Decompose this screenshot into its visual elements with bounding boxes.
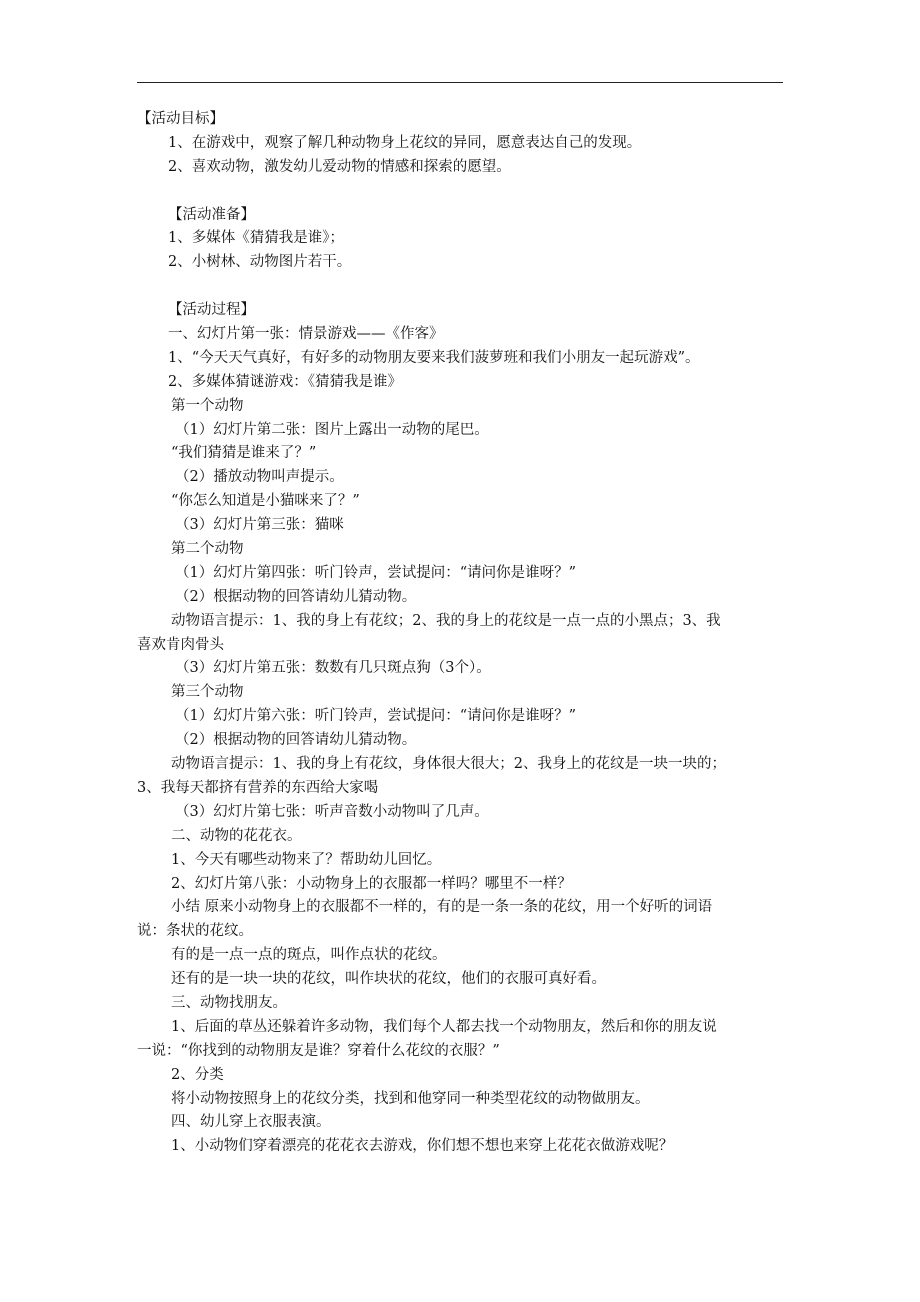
process-line: （1）幻灯片第四张：听门铃声，尝试提问：“请问你是谁呀？” (175, 564, 577, 581)
process-line: 二、动物的花花衣。 (171, 827, 302, 844)
process-line: 第一个动物 (171, 397, 244, 414)
process-line: （1）幻灯片第六张：听门铃声，尝试提问：“请问你是谁呀？” (175, 708, 577, 725)
process-line: 2、分类 (171, 1066, 224, 1083)
process-line: 动物语言提示：1、我的身上有花纹；2、我的身上的花纹是一点一点的小黑点；3、我 (171, 612, 721, 629)
process-line: 三、动物找朋友。 (171, 994, 287, 1011)
process-line: 将小动物按照身上的花纹分类，找到和他穿同一种类型花纹的动物做朋友。 (171, 1090, 650, 1107)
process-line: （1）幻灯片第二张：图片上露出一动物的尾巴。 (175, 421, 489, 438)
process-line: 1、小动物们穿着漂亮的花花衣去游戏，你们想不想也来穿上花花衣做游戏呢？ (171, 1138, 674, 1155)
document-body (137, 108, 797, 1159)
process-line: 一说：“你找到的动物朋友是谁？穿着什么花纹的衣服？” (137, 1042, 500, 1059)
spacer (137, 180, 797, 204)
section-heading-preparation: 【活动准备】 (168, 206, 255, 223)
process-line: 2、幻灯片第八张：小动物身上的衣服都一样吗？哪里不一样？ (171, 875, 572, 892)
process-line: 1、后面的草丛还躲着许多动物，我们每个人都去找一个动物朋友，然后和你的朋友说 (171, 1018, 717, 1035)
process-line: 1、今天有哪些动物来了？帮助幼儿回忆。 (171, 851, 442, 868)
process-line: 小结 原来小动物身上的衣服都不一样的，有的是一条一条的花纹，用一个好听的词语 (171, 899, 713, 916)
process-line: “我们猜猜是谁来了？” (171, 445, 317, 462)
header-rule (137, 82, 783, 83)
process-line: （2）根据动物的回答请幼儿猜动物。 (175, 588, 417, 605)
goal-item: 2、喜欢动物，激发幼儿爱动物的情感和探索的愿望。 (168, 158, 511, 175)
process-line: （3）幻灯片第三张：猫咪 (175, 517, 344, 534)
preparation-item: 2、小树林、动物图片若干。 (168, 254, 352, 271)
process-line: 有的是一点一点的斑点，叫作点状的花纹。 (171, 947, 447, 964)
process-line: 第三个动物 (171, 684, 244, 701)
process-line: 第二个动物 (171, 541, 244, 558)
preparation-item: 1、多媒体《猜猜我是谁》； (168, 230, 344, 247)
spacer (137, 275, 797, 299)
process-line: 3、我每天都挤有营养的东西给大家喝 (137, 779, 379, 796)
process-line: “你怎么知道是小猫咪来了？” (171, 493, 360, 510)
process-line: （3）幻灯片第七张：听声音数小动物叫了几声。 (175, 803, 489, 820)
process-line: （3）幻灯片第五张：数数有几只斑点狗（3个）。 (175, 660, 491, 677)
process-line: （2）播放动物叫声提示。 (175, 469, 344, 486)
process-line: 四、幼儿穿上衣服表演。 (171, 1114, 331, 1131)
process-line: 1、“今天天气真好，有好多的动物朋友要来我们菠萝班和我们小朋友一起玩游戏”。 (168, 349, 700, 366)
section-heading-goals: 【活动目标】 (137, 111, 224, 127)
process-line: 还有的是一块一块的花纹，叫作块状的花纹，他们的衣服可真好看。 (171, 971, 606, 988)
process-line: 2、多媒体猜谜游戏：《猜猜我是谁》 (168, 373, 402, 390)
process-line: 喜欢肯肉骨头 (137, 636, 224, 653)
process-line: 一、幻灯片第一张：情景游戏——《作客》 (168, 326, 444, 343)
process-line: 动物语言提示：1、我的身上有花纹，身体很大很大；2、我身上的花纹是一块一块的； (171, 756, 726, 773)
section-heading-process: 【活动过程】 (168, 302, 255, 319)
process-line: 说：条状的花纹。 (137, 923, 253, 940)
process-line: （2）根据动物的回答请幼儿猜动物。 (175, 732, 417, 749)
goal-item: 1、在游戏中，观察了解几种动物身上花纹的异同，愿意表达自己的发现。 (168, 134, 642, 151)
